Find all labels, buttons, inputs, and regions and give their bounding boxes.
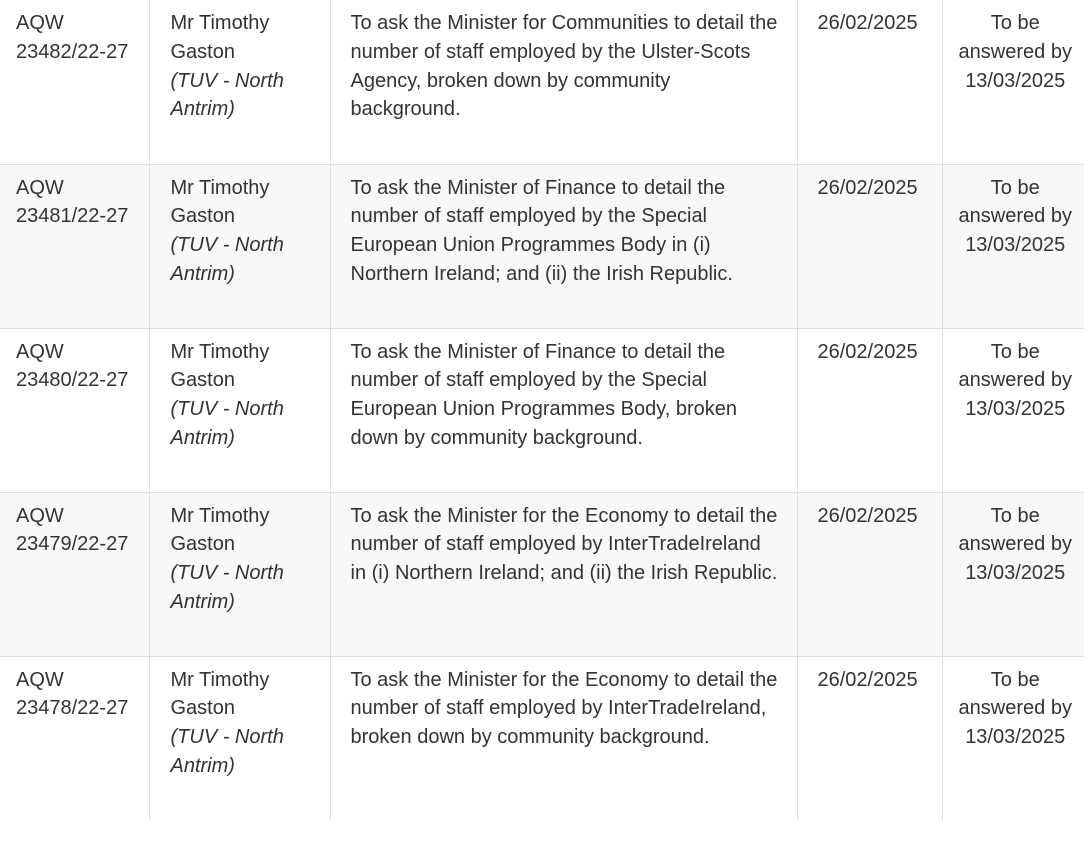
question-text: To ask the Minister of Finance to detail the number of staff employed by the Special European Union Programmes Body, broken down by community background.	[330, 328, 797, 492]
table-row	[0, 164, 1084, 328]
answer-status: To be answered by 13/03/2025	[942, 328, 1084, 492]
question-reference: AQW 23479/22-27	[0, 492, 149, 656]
tabled-date: 26/02/2025	[797, 656, 942, 820]
member-name: Mr Timothy Gaston	[170, 176, 270, 228]
question-reference: AQW 23478/22-27	[0, 656, 149, 820]
answer-status: To be answered by 13/03/2025	[942, 492, 1084, 656]
member-party: (TUV - North Antrim)	[170, 562, 284, 613]
member-name: Mr Timothy Gaston	[170, 340, 270, 392]
question-text: To ask the Minister of Finance to detail the number of staff employed by the Special European Union Programmes Body in (i) Northern Ireland; and (ii) the Irish Republic.	[330, 164, 797, 328]
question-reference: AQW 23482/22-27	[16, 12, 129, 63]
member-party: (TUV - North Antrim)	[170, 69, 284, 121]
member-cell	[149, 656, 330, 820]
tabled-date: 26/02/2025	[797, 164, 942, 328]
answer-status: To be answered by 13/03/2025	[942, 656, 1084, 820]
member-cell	[149, 0, 330, 164]
answer-status: To be answered by 13/03/2025	[942, 164, 1084, 328]
member-party: (TUV - North Antrim)	[170, 398, 284, 449]
member-cell	[149, 492, 330, 656]
question-text: To ask the Minister for the Economy to detail the number of staff employed by InterTradeIreland, broken down by community background.	[330, 656, 797, 820]
question-reference: AQW 23480/22-27	[0, 328, 149, 492]
table-row	[0, 0, 1084, 164]
question-reference: AQW 23481/22-27	[0, 164, 149, 328]
tabled-date: 26/02/2025	[797, 328, 942, 492]
member-cell	[149, 164, 330, 328]
member-party: (TUV - North Antrim)	[170, 234, 284, 285]
member-name: Mr Timothy Gaston	[170, 668, 270, 720]
table-row	[0, 656, 1084, 820]
question-text: To ask the Minister for the Economy to detail the number of staff employed by InterTradeIreland in (i) Northern Ireland; and (ii) the Irish Republic.	[330, 492, 797, 656]
table-row	[0, 328, 1084, 492]
table-row	[0, 492, 1084, 656]
member-name: Mr Timothy Gaston	[170, 12, 270, 63]
member-cell	[149, 328, 330, 492]
answer-status: To be answered by 13/03/2025	[942, 0, 1084, 164]
tabled-date: 26/02/2025	[797, 0, 942, 164]
member-party: (TUV - North Antrim)	[170, 726, 284, 777]
member-name: Mr Timothy Gaston	[170, 504, 270, 556]
tabled-date: 26/02/2025	[797, 492, 942, 656]
question-text: To ask the Minister for Communities to detail the number of staff employed by the Ulster-Scots Agency, broken down by community background.	[330, 0, 797, 164]
